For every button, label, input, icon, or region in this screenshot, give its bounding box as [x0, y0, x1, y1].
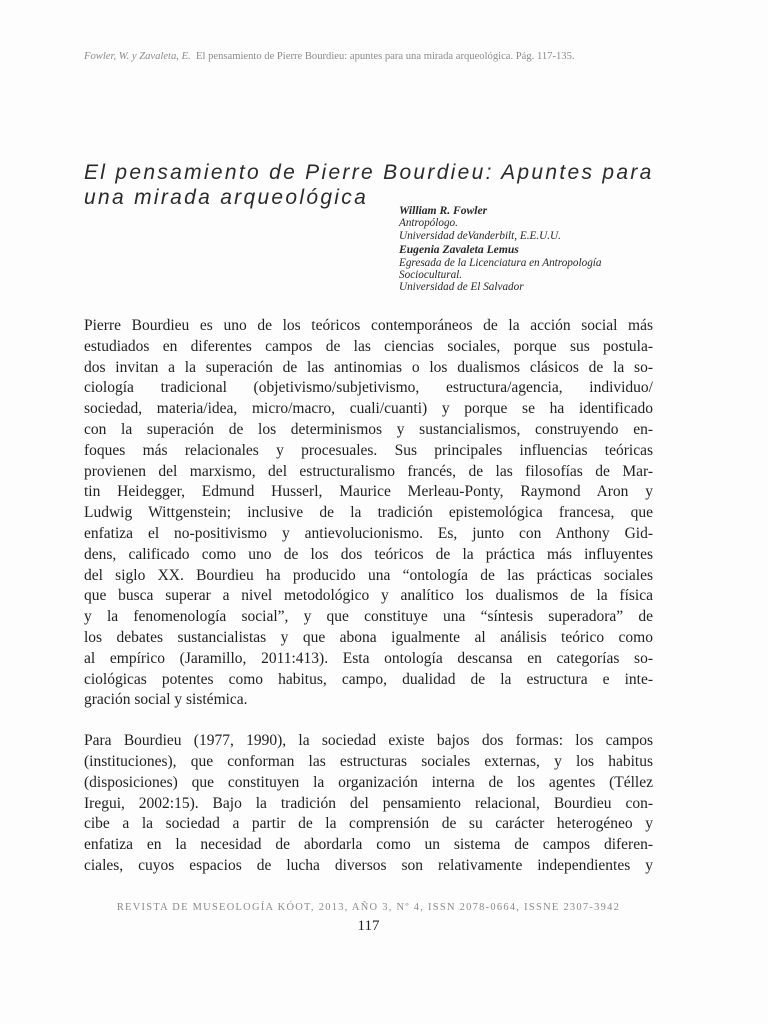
journal-footer: REVISTA DE MUSEOLOGÍA KÓOT, 2013, AÑO 3, Nº 4, ISSN 2078-0664, ISSNE 2307-3942: [116, 902, 621, 913]
running-header: [84, 51, 684, 62]
author-affiliation: Antropólogo.: [399, 217, 458, 230]
body-line: enfatiza el no-positivismo y antievolucionismo. Es, junto con Anthony Gid-: [84, 524, 653, 542]
running-header-authors: Fowler, W. y Zavaleta, E.: [84, 51, 191, 62]
article-body: [84, 316, 653, 877]
body-line: Pierre Bourdieu es uno de los teóricos contemporáneos de la acción social más: [84, 317, 653, 334]
body-line: ciales, cuyos espacios de lucha diversos son relativamente independientes y: [84, 856, 653, 874]
author-affiliation: Egresada de la Licenciatura en Antropología: [399, 256, 602, 269]
body-line: Iregui, 2002:15). Bajo la tradición del pensamiento relacional, Bourdieu con-: [84, 794, 653, 812]
body-line: del siglo XX. Bourdieu ha producido una “ontología de las prácticas sociales: [84, 566, 653, 584]
body-line: cibe a la sociedad a partir de la comprensión de su carácter heterogéneo y: [84, 815, 653, 833]
body-line: (disposiciones) que constituyen la organización interna de los agentes (Téllez: [84, 773, 653, 791]
author-affiliation: Sociocultural.: [399, 269, 463, 282]
body-line: con la superación de los determinismos y sustancialismos, construyendo en-: [84, 420, 653, 438]
body-line: los debates sustancialistas y que abona igualmente al análisis teórico como: [84, 628, 653, 646]
body-line: dens, calificado como uno de los dos teóricos de la práctica más influyentes: [84, 545, 653, 563]
body-line: dos invitan a la superación de las antinomias o los dualismos clásicos de la so-: [84, 358, 653, 376]
author-affiliation: Universidad deVanderbilt, E.E.U.U.: [399, 229, 561, 242]
body-line: provienen del marxismo, del estructuralismo francés, de las filosofías de Mar-: [84, 462, 653, 480]
body-line: y la fenomenología social”, y que constituye una “síntesis superadora” de: [84, 608, 653, 626]
body-line: ciológicas potentes como habitus, campo, dualidad de la estructura e inte-: [84, 670, 653, 688]
body-line: gración social y sistémica.: [84, 691, 248, 709]
body-line: Para Bourdieu (1977, 1990), la sociedad existe bajos dos formas: los campos: [84, 732, 653, 750]
body-line: foques más relacionales y procesuales. Sus principales influencias teóricas: [84, 441, 653, 459]
author-affiliation: Universidad de El Salvador: [399, 281, 524, 294]
body-line: que busca superar a nivel metodológico y analítico los dualismos de la física: [84, 587, 653, 605]
body-line: enfatiza en la necesidad de abordarla como un sistema de campos diferen-: [84, 836, 653, 854]
body-line: sociedad, materia/idea, micro/macro, cuali/cuanti) y porque se ha identificado: [84, 400, 653, 418]
body-line: (instituciones), que conforman las estructuras sociales externas, y los habitus: [84, 752, 653, 770]
body-line: estudiados en diferentes campos de las ciencias sociales, porque sus postula-: [84, 337, 653, 355]
page-number: 117: [357, 918, 380, 934]
body-paragraph-1: [84, 316, 653, 711]
body-paragraph-2: [84, 731, 653, 877]
body-line: Ludwig Wittgenstein; inclusive de la tradición epistemológica francesa, que: [84, 504, 653, 522]
running-header-citation: El pensamiento de Pierre Bourdieu: apuntes para una mirada arqueológica. Pág. 117-135.: [196, 51, 575, 62]
body-line: tin Heidegger, Edmund Husserl, Maurice Merleau-Ponty, Raymond Aron y: [84, 483, 653, 501]
article-title: [84, 160, 684, 210]
article-title-line-2: una mirada arqueológica: [84, 186, 369, 209]
body-line: ciología tradicional (objetivismo/subjetivismo, estructura/agencia, individuo/: [84, 379, 653, 397]
body-line: al empírico (Jaramillo, 2011:413). Esta ontología descansa en categorías so-: [84, 649, 653, 667]
author-name: William R. Fowler: [399, 204, 488, 217]
article-title-line-1: El pensamiento de Pierre Bourdieu: Apuntes para: [84, 161, 654, 184]
author-block: [399, 205, 679, 294]
author-name: Eugenia Zavaleta Lemus: [399, 243, 519, 257]
